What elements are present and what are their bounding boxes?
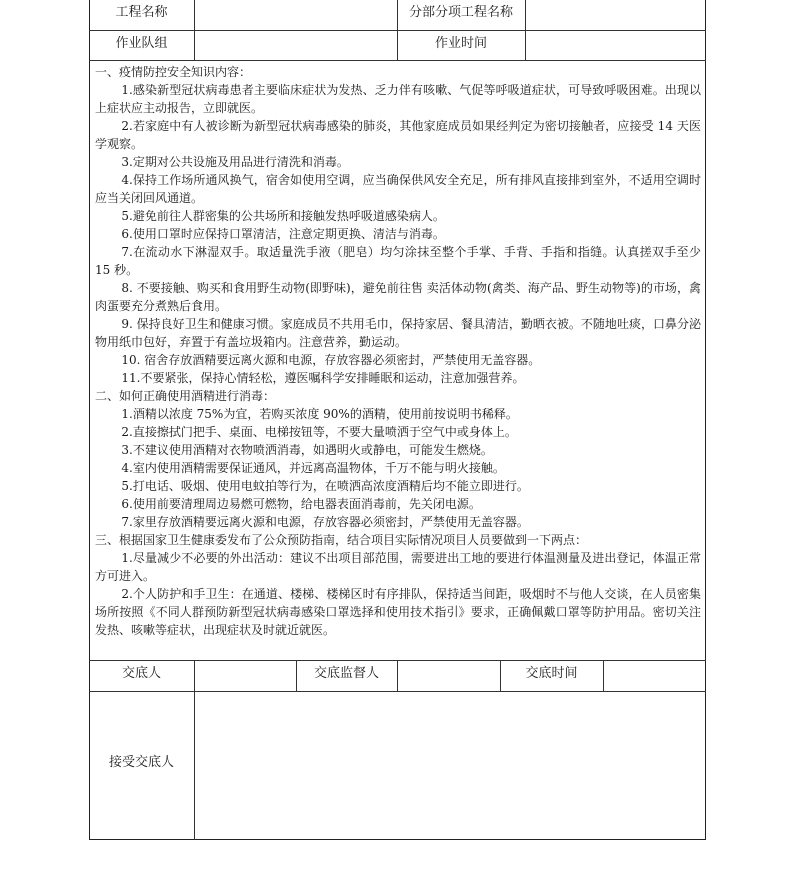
discloser-field[interactable] xyxy=(195,661,296,690)
work-time-field[interactable] xyxy=(526,31,706,59)
work-time-label: 作业时间 xyxy=(434,36,487,51)
safety-content xyxy=(95,63,701,639)
disclosure-time-label: 交底时间 xyxy=(525,666,578,681)
list-item: 7.在流动水下淋湿双手。取适量洗手液（肥皂）均匀涂抹至整个手掌、手背、手指和指缝。认真搓双手至少 15 秒。 xyxy=(95,245,701,277)
project-name-label: 工程名称 xyxy=(115,5,168,20)
team-field[interactable] xyxy=(195,31,397,59)
discloser-label: 交底人 xyxy=(121,666,161,681)
list-item: 6.使用口罩时应保持口罩清洁，注意定期更换、清洁与消毒。 xyxy=(121,227,445,241)
list-item: 1.酒精以浓度 75%为宜，若购买浓度 90%的酒精，使用前按说明书稀释。 xyxy=(121,407,518,421)
list-item: 8. 不要接触、购买和食用野生动物(即野味)，避免前往售 卖活体动物(禽类、海产品、野生动物等)的市场，禽肉蛋要充分煮熟后食用。 xyxy=(95,281,701,313)
section-title: 一、疫情防控安全知识内容： xyxy=(95,65,252,79)
list-item: 2.若家庭中有人被诊断为新型冠状病毒感染的肺炎，其他家庭成员如果经判定为密切接触者，应接受 14 天医学观察。 xyxy=(95,119,701,151)
list-item: 4.室内使用酒精需要保证通风，并远离高温物体，千万不能与明火接触。 xyxy=(121,461,505,475)
list-item: 1.感染新型冠状病毒患者主要临床症状为发热、乏力伴有咳嗽、气促等呼吸道症状，可导致呼吸困难。出现以上症状应主动报告，立即就医。 xyxy=(95,83,701,115)
project-name-field[interactable] xyxy=(195,1,397,29)
team-label: 作业队组 xyxy=(115,36,168,51)
list-item: 2.个人防护和手卫生：在通道、楼梯、楼梯区时有序排队，保持适当间距，吸烟时不与他人交谈，在人员密集场所按照《不同人群预防新型冠状病毒感染口罩选择和使用技术指引》要求，正确佩戴口罩等防护用品。密切关注发热、咳嗽等症状，出现症状及时就近就医。 xyxy=(95,587,701,637)
list-item: 3.不建议使用酒精对衣物喷洒消毒，如遇明火或静电，可能发生燃烧。 xyxy=(121,443,493,457)
section-title: 三、根据国家卫生健康委发布了公众预防指南，结合项目实际情况项目人员要做到一下两点： xyxy=(95,533,588,547)
list-item: 10. 宿舍存放酒精要远离火源和电源，存放容器必须密封，严禁使用无盖容器。 xyxy=(121,353,541,367)
list-item: 3.定期对公共设施及用品进行清洗和消毒。 xyxy=(121,155,349,169)
list-item: 4.保持工作场所通风换气，宿舍如使用空调，应当确保供风安全充足，所有排风直接排到室外，不适用空调时应当关闭回风通道。 xyxy=(95,173,701,205)
sub-project-field[interactable] xyxy=(526,1,706,29)
list-item: 5.打电话、吸烟、使用电蚊拍等行为，在喷洒高浓度酒精后均不能立即进行。 xyxy=(121,479,529,493)
list-item: 1.尽量减少不必要的外出活动：建议不出项目部范围，需要进出工地的要进行体温测量及进出登记，体温正常方可进入。 xyxy=(95,551,701,583)
supervisor-label: 交底监督人 xyxy=(313,666,379,681)
disclosure-time-field[interactable] xyxy=(604,661,706,690)
section-title: 二、如何正确使用酒精进行消毒： xyxy=(95,389,276,403)
supervisor-field[interactable] xyxy=(398,661,500,690)
receiver-label: 接受交底人 xyxy=(108,755,174,770)
list-item: 6.使用前要清理周边易燃可燃物，给电器表面消毒前，先关闭电源。 xyxy=(121,497,481,511)
list-item: 5.避免前往人群密集的公共场所和接触发热呼吸道感染病人。 xyxy=(121,209,445,223)
sub-project-label: 分部分项工程名称 xyxy=(408,5,513,20)
receiver-signature-field[interactable] xyxy=(195,692,706,839)
list-item: 2.直接擦拭门把手、桌面、电梯按钮等，不要大量喷洒于空气中或身体上。 xyxy=(121,425,517,439)
row-divider xyxy=(89,60,706,61)
list-item: 9. 保持良好卫生和健康习惯。家庭成员不共用毛巾，保持家居、餐具清洁，勤晒衣被。不随地吐痰，口鼻分泌物用纸巾包好，弃置于有盖垃圾箱内。注意营养，勤运动。 xyxy=(95,317,701,349)
list-item: 11.不要紧张，保持心情轻松，遵医嘱科学安排睡眠和运动，注意加强营养。 xyxy=(121,371,525,385)
list-item: 7.家里存放酒精要远离火源和电源，存放容器必须密封，严禁使用无盖容器。 xyxy=(121,515,529,529)
